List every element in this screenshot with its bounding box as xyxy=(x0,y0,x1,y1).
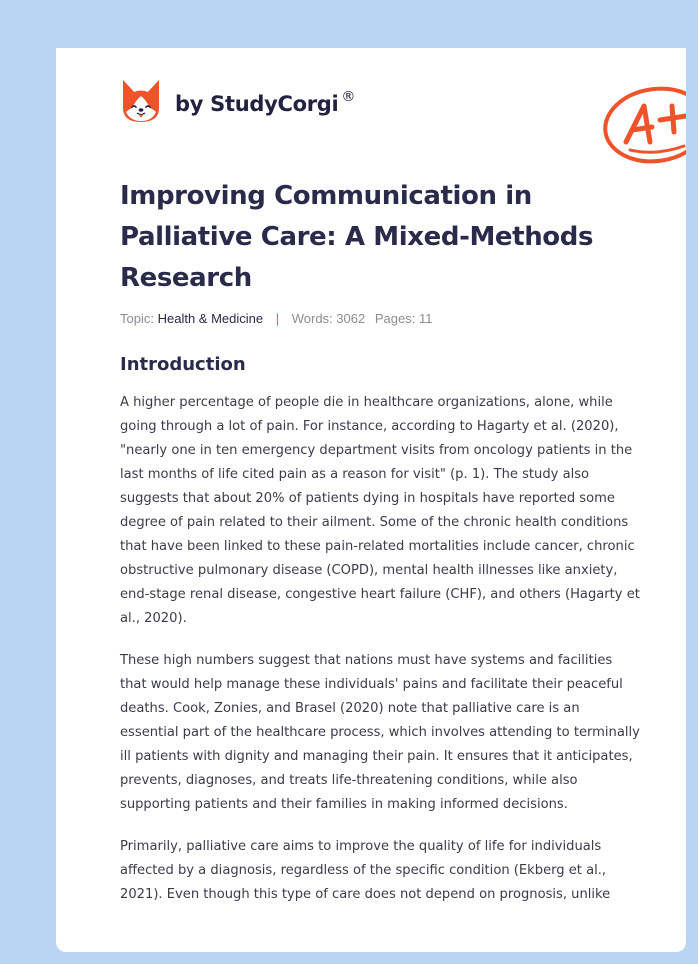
words-count: 3062 xyxy=(336,311,366,326)
words-label: Words: xyxy=(291,311,333,326)
topic-label: Topic: xyxy=(120,311,154,326)
document-meta xyxy=(120,311,432,326)
brand-name xyxy=(175,89,356,116)
pages-count: 11 xyxy=(418,311,433,326)
registered-mark: ® xyxy=(341,89,356,105)
document-card xyxy=(56,48,686,952)
brand-logo[interactable] xyxy=(120,74,355,128)
paragraph: A higher percentage of people die in healthcare organizations, alone, while going through a lot of pain. For instance, according to Hagarty et al. (2020), "nearly one in ten emergency department visits from oncology patients in the last months of life cited pain as a reason for visit" (p. 1). The study also suggests that about 20% of patients dying in hospitals have reported some degree of pain related to their ailment. Some of the chronic health conditions that have been linked to these pain-related mortalities include cancer, chronic obstructive pulmonary disease (COPD), mental health illnesses like anxiety, end-stage renal disease, congestive heart failure (CHF), and others (Hagarty et al., 2020). xyxy=(120,395,640,626)
section-heading-introduction: Introduction xyxy=(120,354,246,375)
section-body xyxy=(120,391,640,925)
topic-link[interactable]: Health & Medicine xyxy=(157,311,264,326)
paragraph: Primarily, palliative care aims to improve the quality of life for individuals affected by a diagnosis, regardless of the specific condition (Ekberg et al., 2021). Even though this type of care does not depend on prognosis, unlike xyxy=(120,839,611,902)
document-title: Improving Communication in Palliative Care: A Mixed-Methods Research xyxy=(120,181,594,293)
meta-separator: | xyxy=(275,311,280,326)
a-plus-grade-icon xyxy=(600,84,686,166)
pages-label: Pages: xyxy=(374,311,416,326)
paragraph: These high numbers suggest that nations must have systems and facilities that would help manage these individuals' pains and facilitate their peaceful deaths. Cook, Zonies, and Brasel (2020) note that palliative care is an essential part of the healthcare process, which involves attending to terminally ill patients with dignity and managing their pain. It ensures that it anticipates, prevents, diagnoses, and treats life-threatening conditions, while also supporting patients and their families in making informed decisions. xyxy=(120,653,640,812)
brand-name-text: by StudyCorgi xyxy=(175,92,339,116)
header xyxy=(120,74,640,144)
corgi-logo-icon xyxy=(120,78,162,124)
